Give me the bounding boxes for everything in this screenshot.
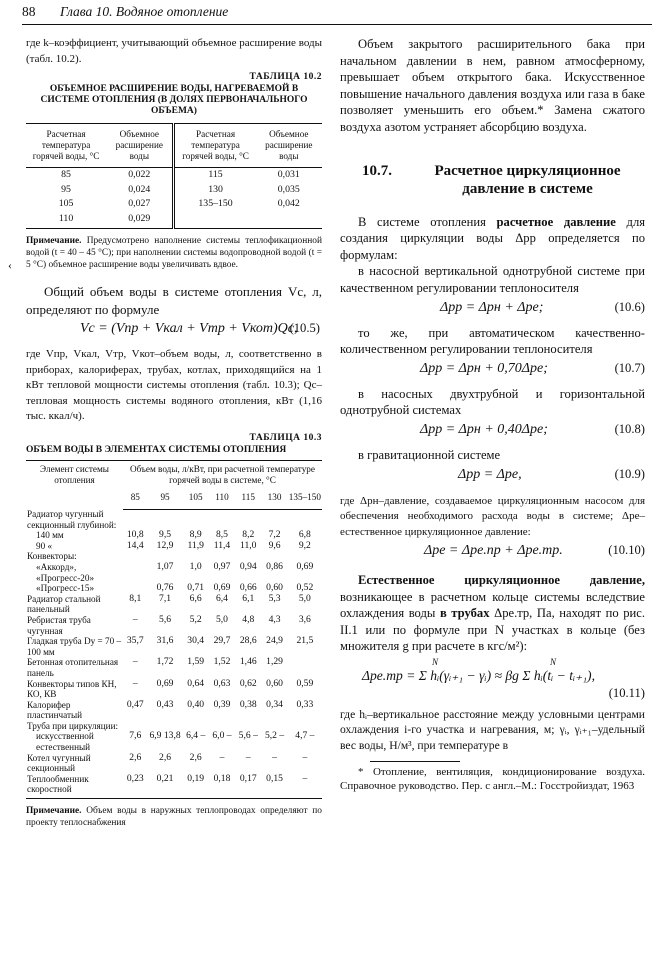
margin-mark: ‹ <box>8 258 12 272</box>
case-1-text: в насосной вертикальной однотрубной системе при качественном регулировании теплоносителя <box>340 264 645 295</box>
table-cell: 8,5 <box>215 529 228 541</box>
table-cell: 0,39 <box>213 698 231 710</box>
table-cell <box>209 509 235 530</box>
table-cell: 12,9 <box>156 539 174 551</box>
chapter-title: Глава 10. Водяное отопление <box>60 4 229 19</box>
table-cell: 8,1 <box>129 592 142 604</box>
table-row <box>26 753 322 774</box>
table-cell <box>261 509 287 530</box>
table-row <box>26 183 322 198</box>
table-cell: 0,97 <box>213 560 231 572</box>
table-cell <box>148 509 183 530</box>
row-label: Бетонная отопительная панель <box>27 657 119 678</box>
table-cell: 1,59 <box>187 656 205 668</box>
formula-expr: Δpр = Δpн + Δpе; <box>440 299 544 315</box>
formula-number: (10.11) <box>608 685 645 700</box>
table-cell: 95 <box>61 183 71 195</box>
table-cell: 135–150 <box>174 197 256 212</box>
case-3-text: в насосных двухтрубной и горизонтальной однотрубной системах <box>340 386 645 418</box>
formula-10-9 <box>340 464 645 488</box>
table-row <box>26 168 322 183</box>
table-cell: 0,60 <box>266 582 283 594</box>
formula-number: (10.9) <box>614 466 645 481</box>
table-cell: 11,9 <box>187 539 204 551</box>
note-text: Объем воды в наружных теплопроводах определяют по проекту теплоснабжения <box>26 806 322 829</box>
table-cell: 8,9 <box>189 529 202 541</box>
table-cell <box>183 509 209 530</box>
formula-number: (10.10) <box>608 543 645 557</box>
table-header: Объемное расширение воды <box>106 124 174 168</box>
table-cell: 6,8 <box>298 529 311 541</box>
temperature-header: 110 <box>209 489 235 510</box>
formula-expr: Δpр = Δpн + 0,40Δpе; <box>420 421 548 437</box>
table-10-3 <box>26 460 322 800</box>
table-row <box>26 657 322 678</box>
term-bold: расчетное давление <box>496 214 616 229</box>
formula-expr: Δpр = Δpн + 0,70Δpе; <box>420 360 548 376</box>
table-cell: 14,4 <box>126 539 144 551</box>
table-cell <box>288 509 322 530</box>
natural-pressure-paragraph <box>340 572 645 655</box>
note-label: Примечание. <box>26 806 82 817</box>
formula-number: (10.5) <box>289 321 320 335</box>
table-cell: 85 <box>61 169 71 180</box>
formula-10-11 <box>340 657 645 703</box>
height-definition: где hᵢ–вертикальное расстояние между условными центрами охлаждения i-го участка и нагревания, м; γᵢ, γᵢ₊₁–удельный вес воды, Н/м³, при температуре в <box>340 707 645 752</box>
term-bold: Естественное циркуляционное давление, <box>358 573 645 587</box>
text-run: В системе отопления <box>358 214 486 229</box>
table-cell: 28,6 <box>239 635 257 647</box>
note-text: Предусмотрено наполнение системы теплофикационной водой (t = 40 – 45 °С); при наполнении системы водопроводной водой (t = 5 °С) объемное расширение воды увеличивать вдвое. <box>26 236 322 270</box>
table-header: Объем воды, л/кВт, при расчетной температуре горячей воды в системе, °С <box>123 460 322 489</box>
table-cell: 5,0 <box>298 592 311 604</box>
tank-paragraph: Объем закрытого расширительного бака при начальном давлении в нем, равном атмосферному, превышает объем открытого бака. Искусственное повышение начального давления воздуха или газа в баке позволяет уменьшить его объем.* Замена сжатого воздуха азотом устраняет абсорбцию воздуха. <box>340 37 645 134</box>
table-cell <box>235 509 261 530</box>
temperature-header: 115 <box>235 489 261 510</box>
row-label: Конвекторы: <box>27 551 77 562</box>
table-row <box>26 509 322 530</box>
table-cell: 0,23 <box>123 774 148 799</box>
table-row <box>26 700 322 721</box>
table-cell: 29,7 <box>213 635 231 647</box>
table-cell: 6,4 <box>215 592 228 604</box>
table-cell: 0,94 <box>239 560 257 572</box>
table-header: Расчетная температура горячей воды, °С <box>26 124 106 168</box>
table-cell: 0,035 <box>277 183 300 195</box>
table-cell: 30,4 <box>187 635 205 647</box>
table-cell: 0,43 <box>156 698 174 710</box>
table-cell <box>123 562 148 583</box>
table-cell: 21,5 <box>296 635 314 647</box>
table-cell: 0,031 <box>277 169 300 180</box>
table-cell: 0,60 <box>266 677 283 689</box>
table-cell: 1,52 <box>213 656 231 668</box>
table-cell: 130 <box>174 183 256 198</box>
table-cell: 35,7 <box>126 635 144 647</box>
table-cell: 11,4 <box>213 539 231 551</box>
table-row <box>26 636 322 657</box>
row-label: 90 « <box>36 540 53 551</box>
table-cell: 0,62 <box>239 677 257 689</box>
table-cell: 9,5 <box>159 529 172 541</box>
table-cell: 0,76 <box>156 582 174 594</box>
sum-limit: N <box>432 656 439 667</box>
row-label: «Прогресс-15» <box>36 583 95 594</box>
table-cell: 31,6 <box>156 635 174 647</box>
table-cell: 110 <box>26 212 106 229</box>
table-cell: 7,2 <box>268 529 281 541</box>
table-cell: 0,40 <box>187 698 205 710</box>
table-cell: 24,9 <box>266 635 283 647</box>
table-row <box>26 197 322 212</box>
table-cell: – <box>132 656 138 668</box>
temperature-header: 130 <box>261 489 287 510</box>
table-cell: 4,8 <box>242 613 255 625</box>
table-cell: 1,46 <box>239 656 257 668</box>
text-run: возникающее в расчетном кольце системы вследствие охлаждения воды <box>340 589 645 621</box>
table-row <box>26 541 322 552</box>
table-cell: 0,042 <box>277 198 300 209</box>
table-cell: 0,71 <box>187 582 205 594</box>
variables-paragraph: где Vпр, Vкал, Vтр, Vкот–объем воды, л, соответственно в приборах, калориферах, трубах, котлах, приходящийся на 1 кВт тепловой мощности системы отопления (табл. 10.3); Qс–тепловая мощность системы водяного отопления, кВт (1,16 тыс. ккал/ч). <box>26 348 322 422</box>
table-row <box>26 774 322 799</box>
formula-10-10 <box>340 540 645 564</box>
formula-expr: Vс = (Vпр + Vкал + Vтр + Vкот)Qс, <box>80 321 298 336</box>
table-10-3-note <box>26 805 322 829</box>
table-cell: 0,17 <box>235 774 261 799</box>
formula-expr: Δpр = Δpе, <box>458 466 522 482</box>
formula-expr: Δpе = Δpе.пр + Δpе.тр. <box>424 543 563 558</box>
table-cell: 2,6 <box>159 751 172 763</box>
table-cell: 0,86 <box>266 560 283 572</box>
formula-10-7 <box>340 358 645 382</box>
table-cell: 0,024 <box>128 183 151 195</box>
table-cell: 0,15 <box>261 774 287 799</box>
table-cell: 11,0 <box>240 539 257 551</box>
table-10-3-tag: ТАБЛИЦА 10.3 <box>249 432 322 443</box>
formula-number: (10.7) <box>614 360 645 375</box>
row-label: Котел чугунный секционный <box>27 752 91 774</box>
volume-paragraph: Общий объем воды в системе отопления Vс, л, определяют по формуле <box>26 284 322 317</box>
table-cell: 105 <box>58 198 74 209</box>
row-label: Труба при циркуляции: <box>27 720 119 731</box>
table-cell: 5,2 – <box>264 730 285 742</box>
pressure-definition: где Δpн–давление, создаваемое циркуляционным насосом для обеспечения необходимого расхода воды в системе; Δpе–естественное циркуляционное давление: <box>340 494 645 538</box>
case-2-text: то же, при автоматическом качественно-количественном регулировании теплоносителя <box>340 325 645 357</box>
text-run: Δpе.тр, Па, находят по рис. II.1 или по формуле при N участках в кольце (без множителя g при расчете в кгс/м²): <box>340 606 646 654</box>
table-cell: 0,69 <box>213 582 231 594</box>
table-cell: 0,47 <box>126 698 144 710</box>
table-cell: 5,3 <box>268 592 281 604</box>
formula-10-6 <box>340 297 645 321</box>
table-cell: – <box>288 774 322 799</box>
table-cell: 0,69 <box>296 560 314 572</box>
table-cell: 6,6 <box>189 592 202 604</box>
section-heading <box>340 162 645 202</box>
table-header: Объемное расширение воды <box>256 124 322 168</box>
temperature-header: 95 <box>148 489 183 510</box>
left-column <box>26 36 322 829</box>
table-cell: 0,027 <box>128 198 151 209</box>
table-10-2 <box>26 123 322 229</box>
table-cell: 0,66 <box>239 582 257 594</box>
right-column <box>340 36 645 793</box>
table-cell: 0,59 <box>296 677 314 689</box>
table-cell: 10,8 <box>126 529 144 541</box>
table-cell: 7,1 <box>159 592 172 604</box>
table-row <box>26 212 322 229</box>
footnote-rule <box>370 761 460 762</box>
row-label: 140 мм <box>36 530 64 541</box>
table-cell: 8,2 <box>242 529 255 541</box>
sum-limit: N <box>550 656 557 667</box>
table-cell: 0,18 <box>209 774 235 799</box>
note-label: Примечание. <box>26 236 82 246</box>
temperature-header: 105 <box>183 489 209 510</box>
table-cell <box>288 657 322 678</box>
section-title: Расчетное циркуляционное давление в системе <box>434 162 621 197</box>
row-label: Ребристая труба чугунная <box>27 614 91 636</box>
table-cell: 4,3 <box>268 613 281 625</box>
table-header: Расчетная температура горячей воды, °С <box>174 124 256 168</box>
table-cell: 2,6 <box>129 751 142 763</box>
case-4-text: в гравитационной системе <box>358 447 501 462</box>
table-cell <box>123 551 148 562</box>
table-cell <box>123 509 148 530</box>
table-cell: 0,33 <box>296 698 314 710</box>
table-cell: 4,7 – <box>295 730 315 742</box>
row-label: искусственной естественный <box>36 731 94 753</box>
table-cell <box>256 212 322 229</box>
table-cell: 0,63 <box>213 677 231 689</box>
formula-10-5 <box>26 319 322 341</box>
table-cell: – <box>219 751 225 763</box>
formula-10-8 <box>340 419 645 443</box>
table-cell: 1,72 <box>156 656 174 668</box>
page-number: 88 <box>22 4 36 19</box>
table-cell: 5,0 <box>215 613 228 625</box>
table-10-2-note <box>26 235 322 271</box>
table-row <box>26 562 322 583</box>
table-cell: 7,6 <box>129 730 142 742</box>
table-header: Элемент системы отопления <box>26 460 123 509</box>
row-label: Гладкая труба Dу = 70 – 100 мм <box>27 636 122 657</box>
table-cell: 5,6 <box>159 613 172 625</box>
table-cell: 0,64 <box>187 677 205 689</box>
formula-number: (10.6) <box>614 299 645 314</box>
table-cell: 115 <box>174 168 256 183</box>
footnote: * Отопление, вентиляция, кондиционирование воздуха. Справочное руководство. Пер. с англ.–М.: Госстройиздат, 1963 <box>340 766 645 792</box>
table-cell: 6,0 – <box>212 730 232 742</box>
table-row <box>26 615 322 636</box>
row-label: Радиатор стальной панельный <box>27 593 101 615</box>
table-row <box>26 731 322 752</box>
table-cell: 0,69 <box>156 677 174 689</box>
table-cell: 5,6 – <box>238 730 258 742</box>
table-10-2-tag: ТАБЛИЦА 10.2 <box>249 72 322 82</box>
table-cell: – <box>132 677 138 689</box>
term-bold: в трубах <box>439 606 490 621</box>
table-cell: – <box>302 751 308 763</box>
table-row <box>26 594 322 615</box>
intro-text: где k–коэффициент, учитывающий объемное расширение воды (табл. 10.2). <box>26 37 322 65</box>
table-cell: 0,38 <box>239 698 257 710</box>
table-cell: – <box>132 613 138 625</box>
row-label: Радиатор чугунный секционный глубиной: <box>27 509 117 530</box>
table-cell: 0,21 <box>148 774 183 799</box>
table-cell: 6,4 – <box>186 730 206 742</box>
table-10-3-title: ОБЪЕМ ВОДЫ В ЭЛЕМЕНТАХ СИСТЕМЫ ОТОПЛЕНИЯ <box>26 444 287 455</box>
table-cell: – <box>272 751 277 763</box>
temperature-header: 135–150 <box>288 489 322 510</box>
table-cell: 0,52 <box>296 582 314 594</box>
table-cell: 6,9 13,8 <box>149 730 181 742</box>
row-label: Конвекторы типов КН, КО, КВ <box>27 678 117 700</box>
temperature-header: 85 <box>123 489 148 510</box>
table-cell: 0,022 <box>128 169 151 180</box>
table-cell: – <box>245 751 251 763</box>
table-cell <box>174 212 256 229</box>
table-cell: 6,1 <box>242 592 255 604</box>
formula-expr: Δpе.тр = Σ hᵢ(γᵢ₊₁ − γᵢ) ≈ βg Σ hᵢ(tᵢ − tᵢ₊₁), <box>362 667 595 683</box>
table-cell: 9,6 <box>268 539 281 551</box>
table-cell: 3,6 <box>298 613 311 625</box>
formula-number: (10.8) <box>614 421 645 436</box>
table-cell: 0,029 <box>106 212 174 229</box>
header-rule <box>22 24 652 25</box>
row-label: Теплообменник скоростной <box>26 774 123 799</box>
section-number: 10.7. <box>362 162 392 179</box>
table-cell: 1,07 <box>156 560 174 572</box>
table-10-2-title: ОБЪЕМНОЕ РАСШИРЕНИЕ ВОДЫ, НАГРЕВАЕМОЙ В СИСТЕМЕ ОТОПЛЕНИЯ (В ДОЛЯХ ПЕРВОНАЧАЛЬНОГО ОБЪЕМА) <box>40 84 308 116</box>
table-cell: 9,2 <box>298 539 311 551</box>
table-cell: 2,6 <box>189 751 202 763</box>
row-label: Калорифер пластинчатый <box>27 699 83 721</box>
table-cell: 1,29 <box>266 656 283 668</box>
design-pressure-paragraph <box>340 214 645 264</box>
table-cell: 1,0 <box>189 560 202 572</box>
text-run: для создания циркуляции воды Δpр определяется по формулам: <box>340 214 646 262</box>
table-row <box>26 679 322 700</box>
table-cell: 0,19 <box>183 774 209 799</box>
row-label: «Аккорд», «Прогресс-20» <box>36 561 95 583</box>
table-cell: 0,34 <box>266 698 283 710</box>
table-cell: 5,2 <box>189 613 202 625</box>
